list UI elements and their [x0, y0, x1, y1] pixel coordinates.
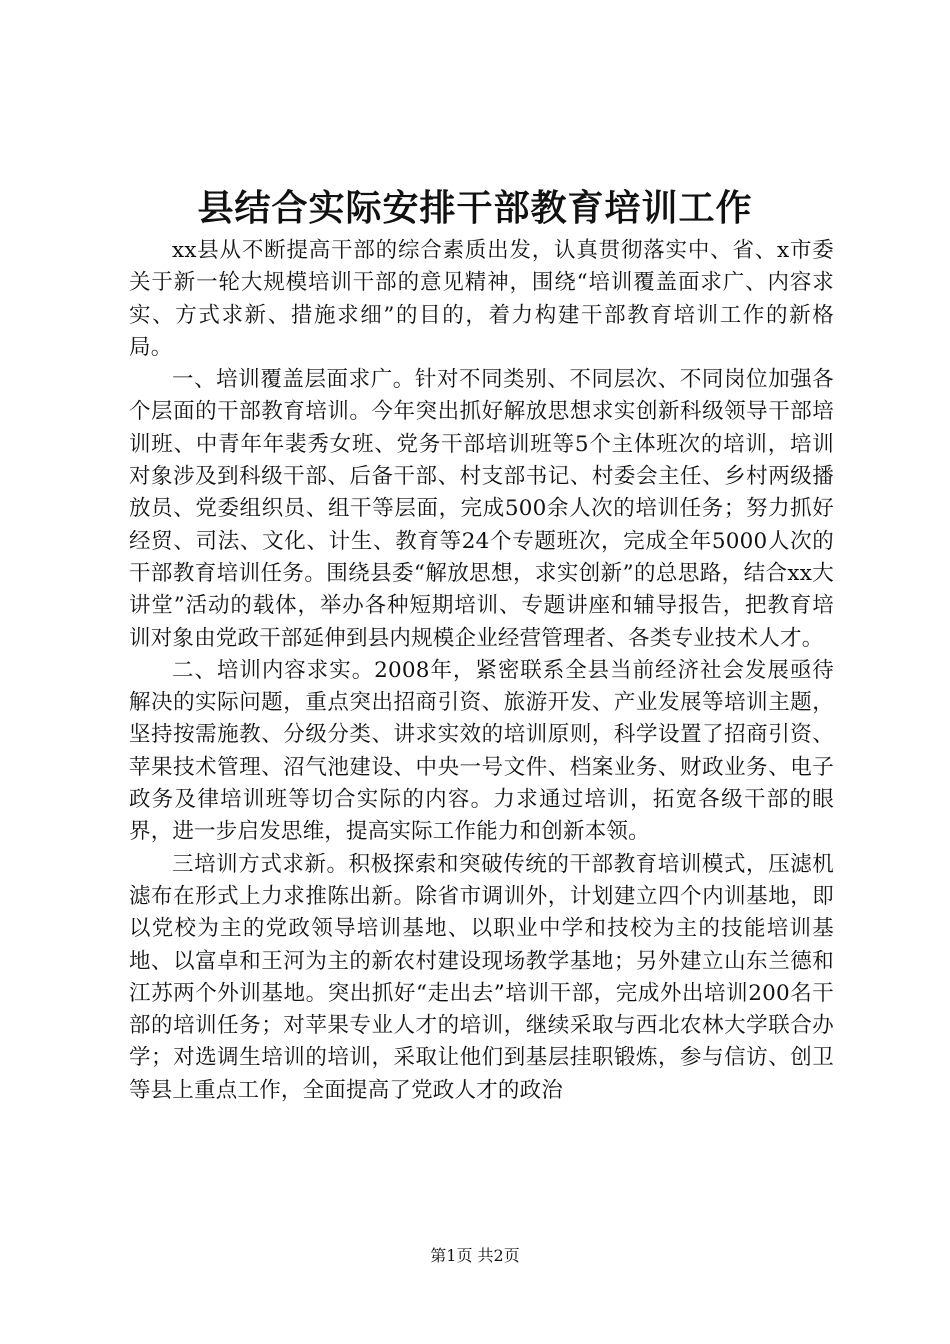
paragraph-section-1: 一、培训覆盖层面求广。针对不同类别、不同层次、不同岗位加强各个层面的干部教育培训。今年突出抓好解放思想求实创新科级领导干部培训班、中青年年裴秀女班、党务干部培训班等5个主体班次的培训，培训对象涉及到科级干部、后备干部、村支部书记、村委会主任、乡村两级播放员、党委组织员、组干等层面，完成500余人次的培训任务；努力抓好经贸、司法、文化、计生、教育等24个专题班次，完成全年5000人次的干部教育培训任务。围绕县委“解放思想，求实创新”的总思路，结合xx大讲堂”活动的载体，举办各种短期培训、专题讲座和辅导报告，把教育培训对象由党政干部延伸到县内规模企业经营管理者、各类专业技术人才。 — [129, 367, 834, 651]
document-title: 县结合实际安排干部教育培训工作 — [197, 187, 753, 229]
paragraph-section-2: 二、培训内容求实。2008年，紧密联系全县当前经济社会发展亟待解决的实际问题，重点突出招商引资、旅游开发、产业发展等培训主题，坚持按需施教、分级分类、讲求实效的培训原则，科学设置了招商引资、苹果技术管理、沼气池建设、中央一号文件、档案业务、财政业务、电子政务及律培训班等切合实际的内容。力求通过培训，拓宽各级干部的眼界，进一步启发思维，提高实际工作能力和创新本领。 — [129, 657, 834, 845]
document-body — [129, 235, 834, 1107]
paragraph-intro: xx县从不断提高干部的综合素质出发，认真贯彻落实中、省、x市委关于新一轮大规模培训干部的意见精神，围绕“培训覆盖面求广、内容求实、方式求新、措施求细”的目的，着力构建干部教育培训工作的新格局。 — [129, 238, 834, 360]
page-number-footer: 第1页 共2页 — [430, 1246, 520, 1265]
paragraph-section-3: 三培训方式求新。积极探索和突破传统的干部教育培训模式，压滤机滤布在形式上力求推陈出新。除省市调训外，计划建立四个内训基地，即以党校为主的党政领导培训基地、以职业中学和技校为主的技能培训基地、以富卓和王河为主的新农村建设现场教学基地；另外建立山东兰德和江苏两个外训基地。突出抓好“走出去”培训干部，完成外出培训200名干部的培训任务；对苹果专业人才的培训，继续采取与西北农林大学联合办学；对选调生培训的培训，采取让他们到基层挂职锻炼，参与信访、创卫等县上重点工作，全面提高了党政人才的政治 — [129, 851, 834, 1103]
